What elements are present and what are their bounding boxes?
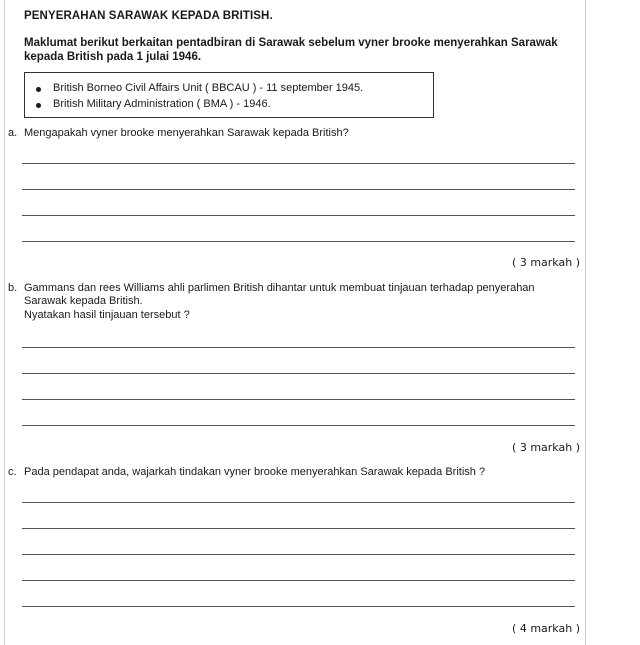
- answer-line[interactable]: [22, 347, 575, 348]
- info-item: British Borneo Civil Affairs Unit ( BBCAU ) - 11 september 1945.: [53, 82, 364, 94]
- intro-text: Maklumat berikut berkaitan pentadbiran di Sarawak sebelum vyner brooke menyerahkan Sarawak kepada British pada 1 julai 1946.: [24, 37, 558, 63]
- question-a-label: a.: [8, 127, 18, 139]
- question-c-text: Pada pendapat anda, wajarkah tindakan vyner brooke menyerahkan Sarawak kepada British ?: [24, 466, 486, 478]
- answer-line[interactable]: [22, 502, 575, 503]
- answer-line[interactable]: [22, 373, 575, 374]
- question-b-marks: ( 3 markah ): [512, 441, 580, 454]
- answer-line[interactable]: [22, 528, 575, 529]
- answer-line[interactable]: [22, 215, 575, 216]
- info-box: [24, 72, 434, 118]
- answer-line[interactable]: [22, 189, 575, 190]
- answer-line[interactable]: [22, 425, 575, 426]
- question-c-marks: ( 4 markah ): [512, 622, 580, 635]
- answer-line[interactable]: [22, 606, 575, 607]
- question-c-label: c.: [8, 466, 17, 478]
- question-a-marks: ( 3 markah ): [512, 256, 580, 269]
- answer-line[interactable]: [22, 554, 575, 555]
- answer-line[interactable]: [22, 241, 575, 242]
- answer-line[interactable]: [22, 163, 575, 164]
- question-a-text: Mengapakah vyner brooke menyerahkan Sarawak kepada British?: [24, 127, 349, 139]
- worksheet-title: PENYERAHAN SARAWAK KEPADA BRITISH.: [24, 10, 273, 22]
- info-item: British Military Administration ( BMA ) - 1946.: [53, 98, 271, 110]
- answer-line[interactable]: [22, 399, 575, 400]
- question-b-label: b.: [8, 282, 18, 294]
- question-b-subtext: Nyatakan hasil tinjauan tersebut ?: [24, 309, 190, 321]
- answer-line[interactable]: [22, 580, 575, 581]
- question-b-text: Gammans dan rees Williams ahli parlimen British dihantar untuk membuat tinjauan terhadap penyerahan Sarawak kepada British.: [24, 282, 535, 307]
